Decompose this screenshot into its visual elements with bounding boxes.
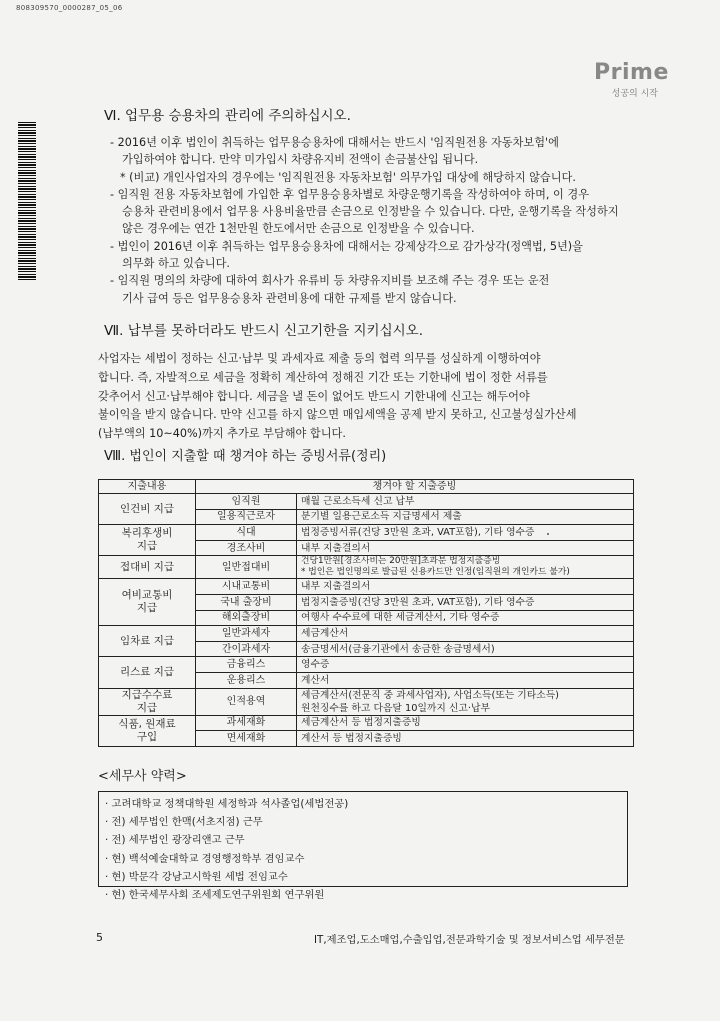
section8-title: Ⅷ. 법인이 지출할 때 챙겨야 하는 증빙서류(정리) bbox=[104, 449, 387, 464]
section6-line: - 임직원 전용 자동차보험에 가입한 후 업무용승용차별로 차량운행기록을 작성하여야 하며, 이 경우 bbox=[110, 187, 589, 201]
table-header-row bbox=[99, 480, 634, 494]
table-cell: 인적용역 bbox=[196, 688, 297, 715]
table-row bbox=[99, 556, 634, 579]
footer-text: IT,제조업,도소매업,수출입업,전문과학기술 및 정보서비스업 세무전문 bbox=[314, 934, 625, 946]
table-cell: 일반과세자 bbox=[196, 626, 297, 642]
table-cell-line: 복리후생비 bbox=[121, 527, 173, 540]
prime-logo bbox=[594, 60, 669, 99]
table-cell-line: 구입 bbox=[136, 730, 158, 743]
table-cell: 운용리스 bbox=[196, 672, 297, 688]
table-cell: 임차료 지급 bbox=[99, 626, 196, 657]
table-cell: 경조사비 bbox=[196, 540, 297, 556]
scan-speck bbox=[547, 533, 549, 535]
section6-line: - 법인이 2016년 이후 취득하는 업무용승용차에 대해서는 강제상각으로 감가상각(정액법, 5년)을 bbox=[110, 239, 583, 253]
document-id: 808309570_0000287_05_06 bbox=[16, 4, 123, 12]
table-cell: 간이과세자 bbox=[196, 641, 297, 657]
table-cell-line: 건당1만원[경조사비는 20만원]초과분 법정지출증빙 bbox=[301, 556, 501, 567]
career-box bbox=[98, 791, 628, 902]
table-row bbox=[99, 657, 634, 673]
table-row bbox=[99, 715, 634, 731]
table-cell bbox=[99, 525, 196, 556]
section7-line: (납부액의 10~40%)까지 추가로 부담해야 합니다. bbox=[98, 427, 346, 441]
section6-line: 않은 경우에는 연간 1천만원 한도에서만 손금으로 인정받을 수 있습니다. bbox=[122, 222, 475, 236]
section6-line: * (비교) 개인사업자의 경우에는 '임직원전용 자동차보험' 의무가입 대상에 해당하지 않습니다. bbox=[120, 170, 576, 184]
table-cell: 면세재화 bbox=[196, 731, 297, 747]
barcode-image bbox=[18, 120, 36, 280]
table-row bbox=[99, 688, 634, 715]
career-item: · 전) 세무법인 한맥(서초지점) 근무 bbox=[105, 816, 263, 829]
table-header-cell: 지출내용 bbox=[99, 480, 196, 494]
table-cell: 리스료 지급 bbox=[99, 657, 196, 688]
table-cell-line: 지급 bbox=[136, 701, 158, 714]
table-cell: 법정지출증빙(건당 3만원 초과, VAT포함), 기타 영수증 bbox=[297, 594, 634, 610]
career-item: · 현) 박문각 강남고시학원 세법 전임교수 bbox=[105, 870, 288, 883]
table-cell: 해외출장비 bbox=[196, 610, 297, 626]
evidence-table bbox=[98, 479, 634, 747]
page-number: 5 bbox=[96, 931, 103, 944]
table-cell: 송금명세서(금융기관에서 송금한 송금명세서) bbox=[297, 641, 634, 657]
table-cell: 분기별 일용근로소득 지급명세서 제출 bbox=[297, 509, 634, 525]
table-cell: 계산서 bbox=[297, 672, 634, 688]
table-cell: 여행사 수수료에 대한 세금계산서, 기타 영수증 bbox=[297, 610, 634, 626]
career-item: · 현) 한국세무사회 조세제도연구위원회 연구위원 bbox=[105, 889, 325, 902]
section6-line: - 임직원 명의의 차량에 대하여 회사가 유류비 등 차량유지비를 보조해 주는 경우 또는 운전 bbox=[110, 274, 550, 288]
table-cell: 영수증 bbox=[297, 657, 634, 673]
table-cell-line: * 법인은 법인명의로 발급된 신용카드만 인정(임직원의 개인카드 불가) bbox=[301, 567, 570, 578]
section6-body bbox=[110, 134, 630, 307]
section7-body bbox=[98, 350, 638, 444]
table-cell: 인건비 지급 bbox=[99, 494, 196, 525]
table-cell: 내부 지출결의서 bbox=[297, 540, 634, 556]
section7-line: 불이익을 받지 않습니다. 만약 신고를 하지 않으면 매입세액을 공제 받지 못하고, 신고불성실가산세 bbox=[98, 408, 577, 422]
table-cell: 세금계산서 bbox=[297, 626, 634, 642]
section6-line: 기사 급여 등은 업무용승용차 관련비용에 대한 규제를 받지 않습니다. bbox=[122, 291, 457, 305]
table-cell: 내부 지출결의서 bbox=[297, 579, 634, 595]
logo-sub-text: 성공의 시작 bbox=[611, 89, 658, 99]
table-cell-line: 식품, 원재료 bbox=[118, 717, 176, 730]
table-cell-line: 지급수수료 bbox=[121, 688, 173, 701]
section7-line: 사업자는 세법이 정하는 신고·납부 및 과세자료 제출 등의 협력 의무를 성실하게 이행하여야 bbox=[98, 352, 541, 365]
table-cell: 과세재화 bbox=[196, 715, 297, 731]
section6-line: 가입하여야 합니다. 만약 미가입시 차량유지비 전액이 손금불산입 됩니다. bbox=[122, 153, 479, 167]
career-title: <세무사 약력> bbox=[98, 769, 187, 784]
section6-line: 승용차 관련비용에서 업무용 사용비율만큼 손금으로 인정받을 수 있습니다. 다만, 운행기록을 작성하지 bbox=[122, 205, 619, 219]
table-cell: 법정증빙서류(건당 3만원 초과, VAT포함), 기타 영수증 bbox=[297, 525, 634, 541]
table-cell: 매월 근로소득세 신고 납부 bbox=[297, 494, 634, 510]
table-row bbox=[99, 579, 634, 595]
career-item: · 현) 백석예술대학교 경영행정학부 겸임교수 bbox=[105, 852, 305, 865]
table-cell-line: 여비교통비 bbox=[121, 589, 173, 602]
section7-line: 합니다. 즉, 자발적으로 세금을 정확히 계산하여 정해진 기간 또는 기한내에 법이 정한 서류를 bbox=[98, 370, 548, 384]
section7-line: 갖추어서 신고·납부해야 합니다. 세금을 낼 돈이 없어도 반드시 기한내에 신고는 해두어야 bbox=[98, 389, 530, 403]
career-item: · 전) 세무법인 광장리앤고 근무 bbox=[105, 834, 245, 847]
section6-line: - 2016년 이후 법인이 취득하는 업무용승용차에 대해서는 반드시 '임직원전용 자동차보험'에 bbox=[110, 136, 559, 149]
table-row bbox=[99, 494, 634, 510]
table-cell bbox=[99, 715, 196, 746]
table-cell bbox=[99, 579, 196, 626]
table-cell: 임직원 bbox=[196, 494, 297, 510]
table-cell: 세금계산서 등 법정지출증빙 bbox=[297, 715, 634, 731]
table-cell: 일용직근로자 bbox=[196, 509, 297, 525]
logo-main-text: Prime bbox=[594, 60, 669, 85]
career-item: · 고려대학교 정책대학원 세정학과 석사졸업(세법전공) bbox=[105, 798, 349, 810]
table-cell: 일반접대비 bbox=[196, 556, 297, 579]
table-cell bbox=[297, 556, 634, 579]
table-cell bbox=[99, 688, 196, 715]
table-cell: 식대 bbox=[196, 525, 297, 541]
table-cell-line: 지급 bbox=[136, 602, 158, 615]
table-header-cell: 챙겨야 할 지출증빙 bbox=[196, 480, 634, 494]
table-cell-line: 원천징수를 하고 다음달 10일까지 신고·납부 bbox=[301, 702, 490, 714]
table-row bbox=[99, 626, 634, 642]
table-cell-line: 세금계산서(전문직 중 과세사업자), 사업소득(또는 기타소득) bbox=[301, 689, 559, 701]
section7-title: Ⅶ. 납부를 못하더라도 반드시 신고기한을 지키십시오. bbox=[104, 323, 424, 339]
table-cell: 금융리스 bbox=[196, 657, 297, 673]
table-cell: 계산서 등 법정지출증빙 bbox=[297, 731, 634, 747]
table-cell: 시내교통비 bbox=[196, 579, 297, 595]
table-cell: 국내 출장비 bbox=[196, 594, 297, 610]
table-row bbox=[99, 525, 634, 541]
section6-line: 의무화 하고 있습니다. bbox=[122, 257, 230, 271]
table-cell bbox=[297, 688, 634, 715]
table-cell-line: 지급 bbox=[136, 540, 158, 553]
section6-title: Ⅵ. 업무용 승용차의 관리에 주의하십시오. bbox=[104, 108, 351, 124]
table-cell: 접대비 지급 bbox=[99, 556, 196, 579]
